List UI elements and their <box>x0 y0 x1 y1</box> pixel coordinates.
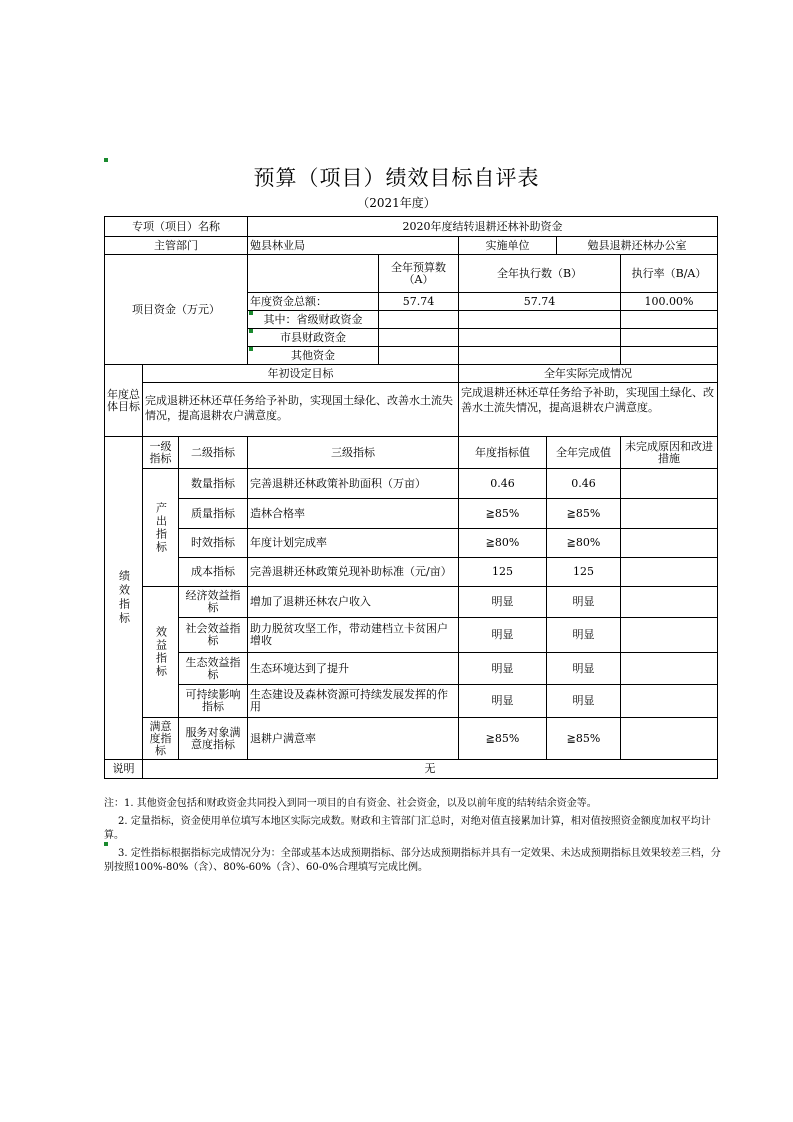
goal-actual-text: 完成退耕还林还草任务给予补助，实现国土绿化、改善水土流失情况，提高退耕农户满意度。 <box>459 383 717 437</box>
funds-row-executed: 57.74 <box>459 293 621 311</box>
indicator-actual: 明显 <box>547 653 621 685</box>
funds-col-executed: 全年执行数（B） <box>459 255 621 293</box>
goal-planned-header: 年初设定目标 <box>143 365 459 383</box>
dept-label: 主管部门 <box>105 237 248 255</box>
funds-row-budget: 57.74 <box>379 293 459 311</box>
funds-row-rate <box>621 311 717 329</box>
funds-row-executed <box>459 329 621 347</box>
cell-marker <box>249 347 253 351</box>
funds-row-rate <box>621 329 717 347</box>
indicator-level3: 生态建设及森林资源可持续发展发挥的作用 <box>248 685 459 718</box>
group-benefit <box>143 587 179 718</box>
funds-row-budget <box>379 329 459 347</box>
indicator-actual: 明显 <box>547 618 621 653</box>
indicators-label-text: 绩效指标 <box>117 570 131 626</box>
indicator-actual: ≧80% <box>547 529 621 558</box>
cell-marker <box>104 842 108 846</box>
indicator-actual: 明显 <box>547 587 621 618</box>
evaluation-table <box>104 216 718 779</box>
indicator-reason <box>621 718 717 760</box>
header-level2: 二级指标 <box>179 437 248 469</box>
header-level1: 一级指标 <box>143 437 179 469</box>
dept-value: 勉县林业局 <box>248 237 459 255</box>
indicator-level3: 完善退耕还林政策兑现补助标准（元/亩） <box>248 558 459 587</box>
header-target: 年度指标值 <box>459 437 547 469</box>
footnote-3: 3. 定性指标根据指标完成情况分为：全部或基本达成预期指标、部分达成预期指标并具有一定效果、未达成预期指标且效果较差三档，分别按照100%-80%（含）、80%-60%（含）、60-0%合理填写完成比例。 <box>104 848 721 873</box>
indicator-level2: 经济效益指标 <box>179 587 248 618</box>
impl-unit-label: 实施单位 <box>459 237 557 255</box>
group-satisfaction: 满意度指标 <box>143 718 179 760</box>
indicator-target: 0.46 <box>459 469 547 499</box>
indicator-actual: 明显 <box>547 685 621 718</box>
group-output-text: 产出指标 <box>154 501 168 554</box>
indicator-level3: 退耕户满意率 <box>248 718 459 760</box>
footnote-1: 注：1. 其他资金包括和财政资金共同投入到同一项目的自有资金、社会资金，以及以前年度的结转结余资金等。 <box>104 798 597 809</box>
funds-row-label: 其中：省级财政资金 <box>248 311 379 329</box>
funds-row-executed <box>459 311 621 329</box>
footnote-2: 2. 定量指标，资金使用单位填写本地区实际完成数。财政和主管部门汇总时，对绝对值直接累加计算，相对值按照资金额度加权平均计算。 <box>104 816 711 841</box>
indicator-target: ≧85% <box>459 718 547 760</box>
funds-row-label: 其他资金 <box>248 347 379 365</box>
indicator-level3: 助力脱贫攻坚工作，带动建档立卡贫困户增收 <box>248 618 459 653</box>
indicator-level3: 造林合格率 <box>248 499 459 529</box>
funds-col-budget: 全年预算数（A） <box>379 255 459 293</box>
indicator-reason <box>621 558 717 587</box>
funds-row-rate: 100.00% <box>621 293 717 311</box>
goal-actual-header: 全年实际完成情况 <box>459 365 717 383</box>
indicator-level3: 年度计划完成率 <box>248 529 459 558</box>
indicator-target: ≧80% <box>459 529 547 558</box>
indicator-target: 明显 <box>459 685 547 718</box>
indicator-actual: ≧85% <box>547 499 621 529</box>
page-title: 预算（项目）绩效目标自评表 <box>253 166 540 190</box>
indicator-reason <box>621 587 717 618</box>
indicator-reason <box>621 529 717 558</box>
indicator-target: ≧85% <box>459 499 547 529</box>
indicator-level2: 成本指标 <box>179 558 248 587</box>
indicator-reason <box>621 685 717 718</box>
indicator-reason <box>621 499 717 529</box>
funds-label: 项目资金（万元） <box>105 255 248 365</box>
year-label: （2021年度） <box>357 196 436 210</box>
indicator-reason <box>621 653 717 685</box>
indicator-actual: ≧85% <box>547 718 621 760</box>
funds-row-label: 市县财政资金 <box>248 329 379 347</box>
indicator-level2: 生态效益指标 <box>179 653 248 685</box>
funds-row-budget <box>379 347 459 365</box>
funds-row-rate <box>621 347 717 365</box>
header-reason: 未完成原因和改进措施 <box>621 437 717 469</box>
indicator-level2: 质量指标 <box>179 499 248 529</box>
project-name-value: 2020年度结转退耕还林补助资金 <box>248 217 717 237</box>
funds-header-blank <box>248 255 379 293</box>
indicator-target: 明显 <box>459 653 547 685</box>
header-actual: 全年完成值 <box>547 437 621 469</box>
indicator-reason <box>621 469 717 499</box>
indicator-level2: 服务对象满意度指标 <box>179 718 248 760</box>
indicator-level2: 数量指标 <box>179 469 248 499</box>
indicator-reason <box>621 618 717 653</box>
indicators-label <box>105 437 143 760</box>
indicator-level2: 可持续影响指标 <box>179 685 248 718</box>
indicator-level3: 生态环境达到了提升 <box>248 653 459 685</box>
goal-label: 年度总体目标 <box>105 365 143 437</box>
indicator-actual: 0.46 <box>547 469 621 499</box>
indicator-level3: 完善退耕还林政策补助面积（万亩） <box>248 469 459 499</box>
impl-unit-value: 勉县退耕还林办公室 <box>557 237 717 255</box>
goal-planned-text: 完成退耕还林还草任务给予补助，实现国土绿化、改善水土流失情况，提高退耕农户满意度。 <box>143 383 459 437</box>
remark-value: 无 <box>424 762 436 775</box>
indicator-actual: 125 <box>547 558 621 587</box>
indicator-target: 125 <box>459 558 547 587</box>
funds-row-label: 年度资金总额： <box>248 293 379 311</box>
remark-label: 说明 <box>105 760 143 778</box>
funds-row-budget <box>379 311 459 329</box>
funds-col-rate: 执行率（B/A） <box>621 255 717 293</box>
indicator-level2: 时效指标 <box>179 529 248 558</box>
cell-marker <box>249 311 253 315</box>
group-benefit-text: 效益指标 <box>154 626 168 678</box>
group-output <box>143 469 179 587</box>
indicator-target: 明显 <box>459 618 547 653</box>
header-level3: 三级指标 <box>248 437 459 469</box>
funds-row-executed <box>459 347 621 365</box>
indicator-level3: 增加了退耕还林农户收入 <box>248 587 459 618</box>
indicator-level2: 社会效益指标 <box>179 618 248 653</box>
indicator-target: 明显 <box>459 587 547 618</box>
cell-marker <box>249 329 253 333</box>
project-name-label: 专项（项目）名称 <box>105 217 248 237</box>
